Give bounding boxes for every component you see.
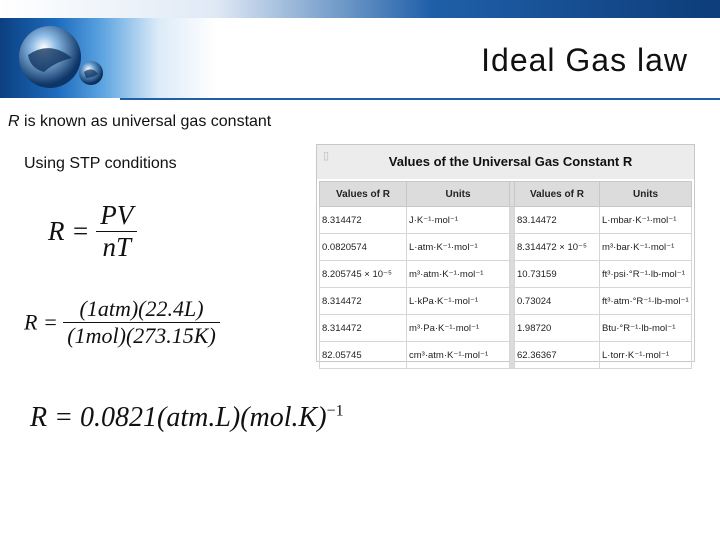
table-cell: m³·Pa·K⁻¹·mol⁻¹ bbox=[407, 315, 510, 342]
table-cell: 82.05745 bbox=[320, 342, 407, 369]
table-cell: ft³·psi·°R⁻¹·lb-mol⁻¹ bbox=[600, 261, 692, 288]
table-cell: 10.73159 bbox=[515, 261, 600, 288]
gas-constant-table bbox=[316, 144, 695, 362]
eq3-exponent: −1 bbox=[326, 402, 344, 420]
table-cell: m³·atm·K⁻¹·mol⁻¹ bbox=[407, 261, 510, 288]
header-values-2: Values of R bbox=[515, 182, 600, 207]
table-cell: 0.0820574 bbox=[320, 234, 407, 261]
table-cell: cm³·atm·K⁻¹·mol⁻¹ bbox=[407, 342, 510, 369]
eq1-denominator: nT bbox=[102, 232, 131, 262]
eq2-lhs: R = bbox=[24, 309, 58, 335]
eq2-fraction bbox=[63, 296, 219, 349]
table-cell: L·atm·K⁻¹·mol⁻¹ bbox=[407, 234, 510, 261]
subtitle bbox=[8, 113, 271, 131]
slide-title: Ideal Gas law bbox=[481, 42, 688, 78]
table-cell: L·mbar·K⁻¹·mol⁻¹ bbox=[600, 207, 692, 234]
table-cell: J·K⁻¹·mol⁻¹ bbox=[407, 207, 510, 234]
header-divider bbox=[120, 98, 720, 100]
equation-3 bbox=[30, 402, 344, 434]
table-cell: 0.73024 bbox=[515, 288, 600, 315]
eq2-denominator: (1mol)(273.15K) bbox=[67, 323, 216, 348]
eq1-lhs: R = bbox=[48, 216, 90, 246]
table-cell: L·torr·K⁻¹·mol⁻¹ bbox=[600, 342, 692, 369]
table-row bbox=[320, 342, 692, 369]
eq1-fraction bbox=[96, 200, 137, 263]
subtitle-variable: R bbox=[8, 113, 20, 130]
table-row bbox=[320, 207, 692, 234]
eq2-numerator: (1atm)(22.4L) bbox=[63, 296, 219, 323]
eq1-numerator: PV bbox=[96, 200, 137, 232]
table-cell: 62.36367 bbox=[515, 342, 600, 369]
table-cell: 8.205745 × 10⁻⁵ bbox=[320, 261, 407, 288]
equation-2 bbox=[24, 296, 220, 349]
table-cell: 83.14472 bbox=[515, 207, 600, 234]
table-cell: L·kPa·K⁻¹·mol⁻¹ bbox=[407, 288, 510, 315]
table-cell: 1.98720 bbox=[515, 315, 600, 342]
table-cell: 8.314472 bbox=[320, 315, 407, 342]
table-cell: 8.314472 bbox=[320, 207, 407, 234]
table-cell: Btu·°R⁻¹·lb-mol⁻¹ bbox=[600, 315, 692, 342]
equation-1 bbox=[48, 200, 137, 263]
table-cell: m³·bar·K⁻¹·mol⁻¹ bbox=[600, 234, 692, 261]
header-units-2: Units bbox=[600, 182, 692, 207]
table-cell: ft³·atm·°R⁻¹·lb-mol⁻¹ bbox=[600, 288, 692, 315]
table-cell: 8.314472 bbox=[320, 288, 407, 315]
header-values-1: Values of R bbox=[320, 182, 407, 207]
header-units-1: Units bbox=[407, 182, 510, 207]
gas-constant-grid bbox=[319, 181, 692, 369]
table-title: Values of the Universal Gas Constant R bbox=[317, 145, 694, 179]
slide-header bbox=[0, 0, 720, 100]
table-header-row bbox=[320, 182, 692, 207]
eq3-body: R = 0.0821(atm.L)(mol.K) bbox=[30, 402, 327, 433]
globe-logo-icon bbox=[0, 0, 130, 100]
table-corner-mark: ▯ bbox=[323, 150, 330, 162]
table-row bbox=[320, 315, 692, 342]
table-cell: 8.314472 × 10⁻⁵ bbox=[515, 234, 600, 261]
stp-label: Using STP conditions bbox=[24, 155, 177, 172]
subtitle-text: is known as universal gas constant bbox=[19, 113, 272, 130]
table-row bbox=[320, 234, 692, 261]
table-row bbox=[320, 261, 692, 288]
table-row bbox=[320, 288, 692, 315]
